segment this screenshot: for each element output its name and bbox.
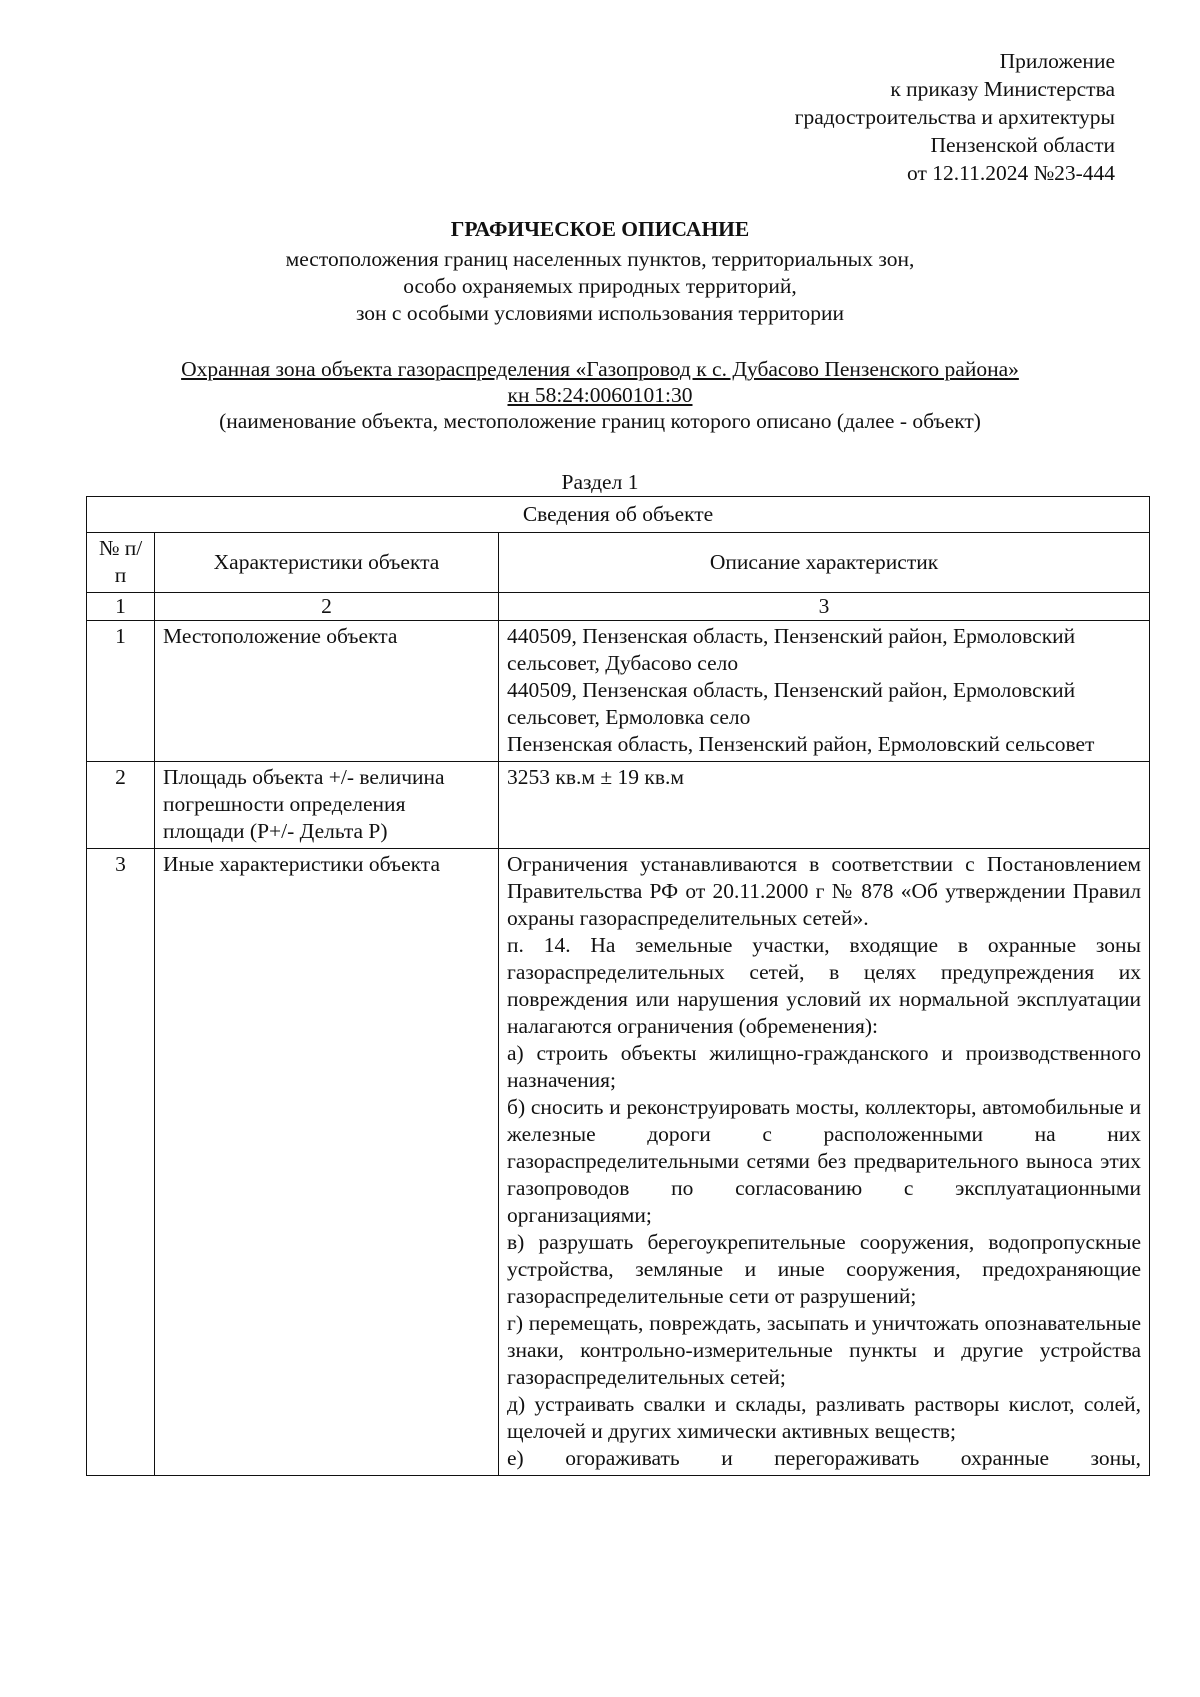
appendix-line: от 12.11.2024 №23-444 [907, 161, 1115, 185]
description-paragraph: Ограничения устанавливаются в соответствии с Постановлением Правительства РФ от 20.11.2000 г № 878 «Об утверждении Правил охраны газораспределительных сетей». [507, 852, 1141, 930]
header-description: Описание характеристик [499, 533, 1150, 593]
column-number: 3 [499, 593, 1150, 621]
object-info-table [86, 496, 1150, 1476]
object-name-note: (наименование объекта, местоположение границ которого описано (далее - объект) [219, 409, 981, 433]
row-number: 1 [87, 621, 155, 762]
description-paragraph: б) сносить и реконструировать мосты, коллекторы, автомобильные и железные дороги с расположенными на них газораспределительными сетями без предварительного выноса этих газопроводов по согласованию с эксплуатационными организациями; [507, 1095, 1141, 1227]
appendix-header [795, 48, 1115, 188]
table-row [87, 849, 1150, 1476]
row-description [499, 849, 1150, 1476]
column-number: 2 [155, 593, 499, 621]
table-header-row [87, 533, 1150, 593]
description-paragraph: 440509, Пензенская область, Пензенский район, Ермоловский сельсовет, Дубасово село [507, 624, 1076, 675]
description-paragraph: Пензенская область, Пензенский район, Ермоловский сельсовет [507, 732, 1095, 756]
row-number: 2 [87, 762, 155, 849]
appendix-line: Пензенской области [930, 133, 1115, 157]
document-title: ГРАФИЧЕСКОЕ ОПИСАНИЕ [450, 217, 750, 241]
description-paragraph: а) строить объекты жилищно-гражданского и производственного назначения; [507, 1041, 1141, 1092]
description-paragraph: п. 14. На земельные участки, входящие в охранные зоны газораспределительных сетей, в целях предупреждения их повреждения или нарушения условий их нормальной эксплуатации налагаются ограничения (обременения): [507, 933, 1141, 1038]
object-name: Охранная зона объекта газораспределения «Газопровод к с. Дубасово Пензенского района» [181, 357, 1019, 381]
object-cadastral-number: кн 58:24:0060101:30 [507, 383, 693, 407]
appendix-line: Приложение [999, 49, 1115, 73]
description-paragraph: 3253 кв.м ± 19 кв.м [507, 765, 684, 789]
header-number: № п/п [87, 533, 155, 593]
appendix-line: к приказу Министерства [890, 77, 1115, 101]
row-characteristic: Местоположение объекта [155, 621, 499, 762]
object-name-block [0, 356, 1200, 438]
table-row [87, 762, 1150, 849]
row-characteristic: Иные характеристики объекта [155, 849, 499, 1476]
column-number: 1 [87, 593, 155, 621]
description-paragraph: д) устраивать свалки и склады, разливать растворы кислот, солей, щелочей и других химически активных веществ; [507, 1392, 1141, 1443]
description-paragraph: е) огораживать и перегораживать охранные зоны, [507, 1446, 1141, 1470]
description-paragraph: 440509, Пензенская область, Пензенский район, Ермоловский сельсовет, Ермоловка село [507, 678, 1076, 729]
row-number: 3 [87, 849, 155, 1476]
header-characteristic: Характеристики объекта [155, 533, 499, 593]
table-column-numbers-row [87, 593, 1150, 621]
description-paragraph: г) перемещать, повреждать, засыпать и уничтожать опознавательные знаки, контрольно-измерительные пункты и другие устройства газораспределительных сетей; [507, 1311, 1141, 1389]
table-caption: Сведения об объекте [87, 497, 1150, 533]
document-heading [0, 216, 1200, 327]
document-subtitle-line: местоположения границ населенных пунктов, территориальных зон, [285, 247, 915, 271]
table-caption-row [87, 497, 1150, 533]
description-paragraph: в) разрушать берегоукрепительные сооружения, водопропускные устройства, земляные и иные сооружения, предохраняющие газораспределительные сети от разрушений; [507, 1230, 1141, 1308]
appendix-line: градостроительства и архитектуры [794, 105, 1115, 129]
row-characteristic: Площадь объекта +/- величина погрешности определения площади (P+/- Дельта P) [155, 762, 499, 849]
row-description [499, 762, 1150, 849]
table-row [87, 621, 1150, 762]
document-subtitle-line: зон с особыми условиями использования территории [355, 301, 845, 325]
section-label: Раздел 1 [561, 470, 639, 494]
document-subtitle-line: особо охраняемых природных территорий, [403, 274, 797, 298]
row-description [499, 621, 1150, 762]
